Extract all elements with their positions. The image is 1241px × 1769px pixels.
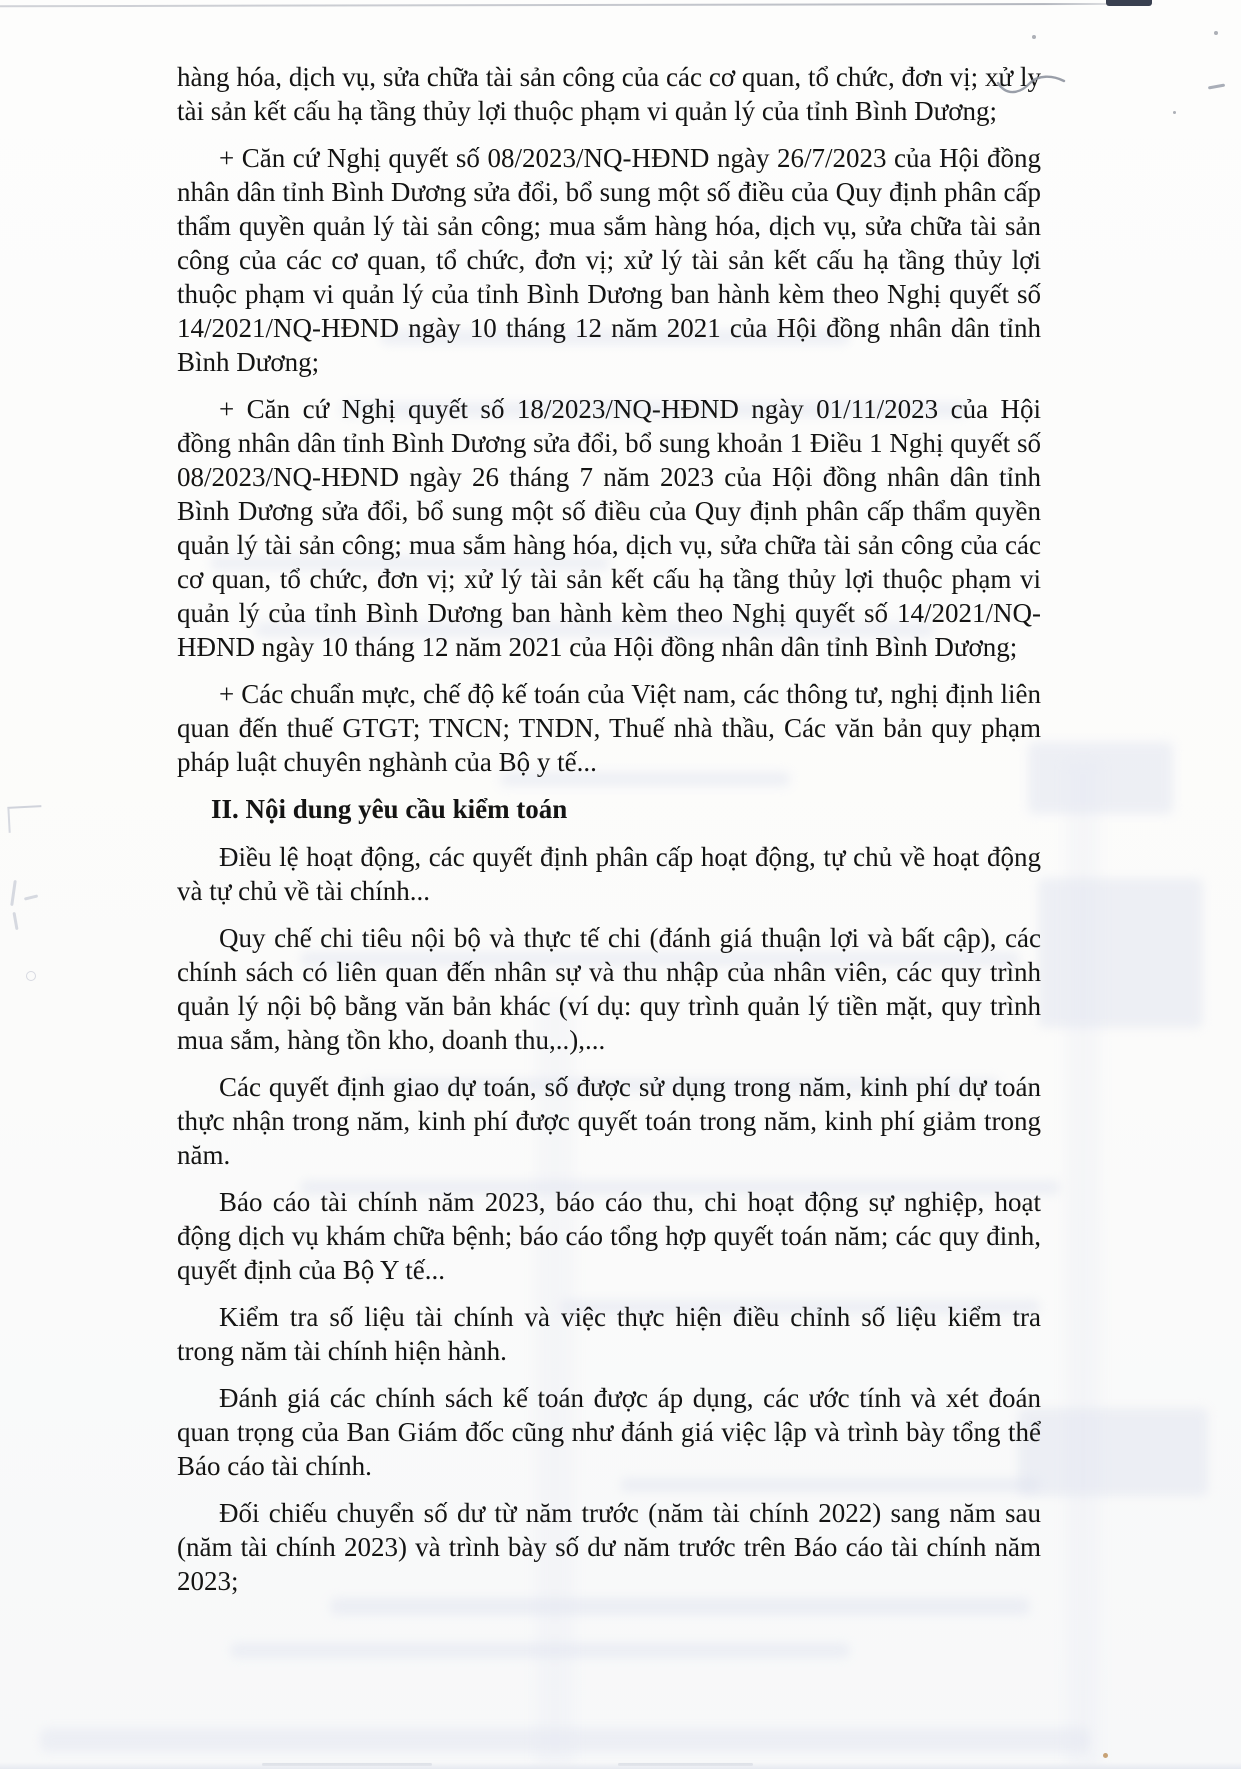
bleed-through-artifact — [1038, 878, 1203, 1028]
paragraph: + Các chuẩn mực, chế độ kế toán của Việt nam, các thông tư, nghị định liên quan đến thuế GTGT; TNCN; TNDN, Thuế nhà thầu, Các văn bản quy phạm pháp luật chuyên nghành của Bộ y tế... — [177, 679, 1041, 777]
scan-edge-shadow — [0, 1762, 1241, 1769]
margin-pencil-mark — [24, 894, 38, 900]
paragraph: + Căn cứ Nghị quyết số 08/2023/NQ-HĐND ngày 26/7/2023 của Hội đồng nhân dân tỉnh Bình Dương sửa đổi, bổ sung một số điều của Quy định phân cấp thẩm quyền quản lý tài sản công; mua sắm hàng hóa, dịch vụ, sửa chữa tài sản công của các cơ quan, tổ chức, đơn vị; xử lý tài sản kết cấu hạ tầng thủy lợi thuộc phạm vi quản lý của tỉnh Bình Dương ban hành kèm theo Nghị quyết số 14/2021/NQ-HĐND ngày 10 tháng 12 năm 2021 của Hội đồng nhân dân tỉnh Bình Dương; — [177, 143, 1041, 377]
pen-squiggle-mark — [996, 72, 1068, 102]
paragraph: Quy chế chi tiêu nội bộ và thực tế chi (đánh giá thuận lợi và bất cập), các chính sách có liên quan đến nhân sự và thu nhập của nhân viên, các quy trình quản lý nội bộ bằng văn bản khác (ví dụ: quy trình quản lý tiền mặt, quy trình mua sắm, hàng tồn kho, doanh thu,..),... — [177, 923, 1041, 1055]
scan-edge-line — [0, 3, 1160, 7]
scan-edge-mark — [1106, 0, 1152, 6]
paragraph: Đối chiếu chuyển số dư từ năm trước (năm tài chính 2022) sang năm sau (năm tài chính 2023) và trình bày số dư năm trước trên Báo cáo tài chính năm 2023; — [177, 1498, 1041, 1596]
bleed-through-artifact — [230, 1643, 850, 1658]
paragraph: Các quyết định giao dự toán, số được sử dụng trong năm, kinh phí dự toán thực nhận trong năm, kinh phí được quyết toán trong năm, kinh phí giảm trong năm. — [177, 1072, 1041, 1170]
bleed-through-artifact — [1028, 742, 1173, 814]
paragraph: + Căn cứ Nghị quyết số 18/2023/NQ-HĐND ngày 01/11/2023 của Hội đồng nhân dân tỉnh Bình Dương sửa đổi, bổ sung khoản 1 Điều 1 Nghị quyết số 08/2023/NQ-HĐND ngày 26 tháng 7 năm 2023 của Hội đồng nhân dân tỉnh Bình Dương sửa đổi, bổ sung một số điều của Quy định phân cấp thẩm quyền quản lý tài sản công; mua sắm hàng hóa, dịch vụ, sửa chữa tài sản công của các cơ quan, tổ chức, đơn vị; xử lý tài sản kết cấu hạ tầng thủy lợi thuộc phạm vi quản lý của tỉnh Bình Dương ban hành kèm theo Nghị quyết số 14/2021/NQ-HĐND ngày 10 tháng 12 năm 2021 của Hội đồng nhân dân tỉnh Bình Dương; — [177, 394, 1041, 662]
bleed-through-artifact — [40, 1728, 1090, 1752]
paragraph: Kiểm tra số liệu tài chính và việc thực hiện điều chỉnh số liệu kiểm tra trong năm tài chính hiện hành. — [177, 1302, 1041, 1366]
margin-pencil-mark — [26, 971, 36, 981]
scan-speck — [1214, 31, 1218, 35]
scan-speck — [1103, 1753, 1108, 1758]
paragraph: Báo cáo tài chính năm 2023, báo cáo thu, chi hoạt động sự nghiệp, hoạt động dịch vụ khám chữa bệnh; báo cáo tổng hợp quyết toán năm; các quy đinh, quyết định của Bộ Y tế... — [177, 1187, 1041, 1285]
section-heading: II. Nội dung yêu cầu kiểm toán — [211, 794, 568, 824]
scan-band-artifact — [1066, 760, 1100, 1769]
margin-pencil-mark — [7, 805, 42, 833]
document-text — [177, 60, 1041, 1611]
paragraph: Điều lệ hoạt động, các quyết định phân cấp hoạt động, tự chủ về hoạt động và tự chủ về tài chính... — [177, 842, 1041, 906]
margin-pencil-mark — [10, 880, 17, 906]
margin-pencil-mark — [12, 912, 18, 930]
paragraph: Đánh giá các chính sách kế toán được áp dụng, các ước tính và xét đoán quan trọng của Ban Giám đốc cũng như đánh giá việc lập và trình bày tổng thể Báo cáo tài chính. — [177, 1383, 1041, 1481]
bleed-through-artifact — [1018, 1408, 1208, 1496]
paragraph: hàng hóa, dịch vụ, sửa chữa tài sản công của các cơ quan, tổ chức, đơn vị; xử ly tài sản kết cấu hạ tầng thủy lợi thuộc phạm vi quản lý của tỉnh Bình Dương; — [177, 62, 1041, 126]
scan-speck — [1173, 111, 1176, 114]
scan-speck — [1032, 35, 1036, 39]
pen-dash-mark — [1208, 84, 1225, 89]
